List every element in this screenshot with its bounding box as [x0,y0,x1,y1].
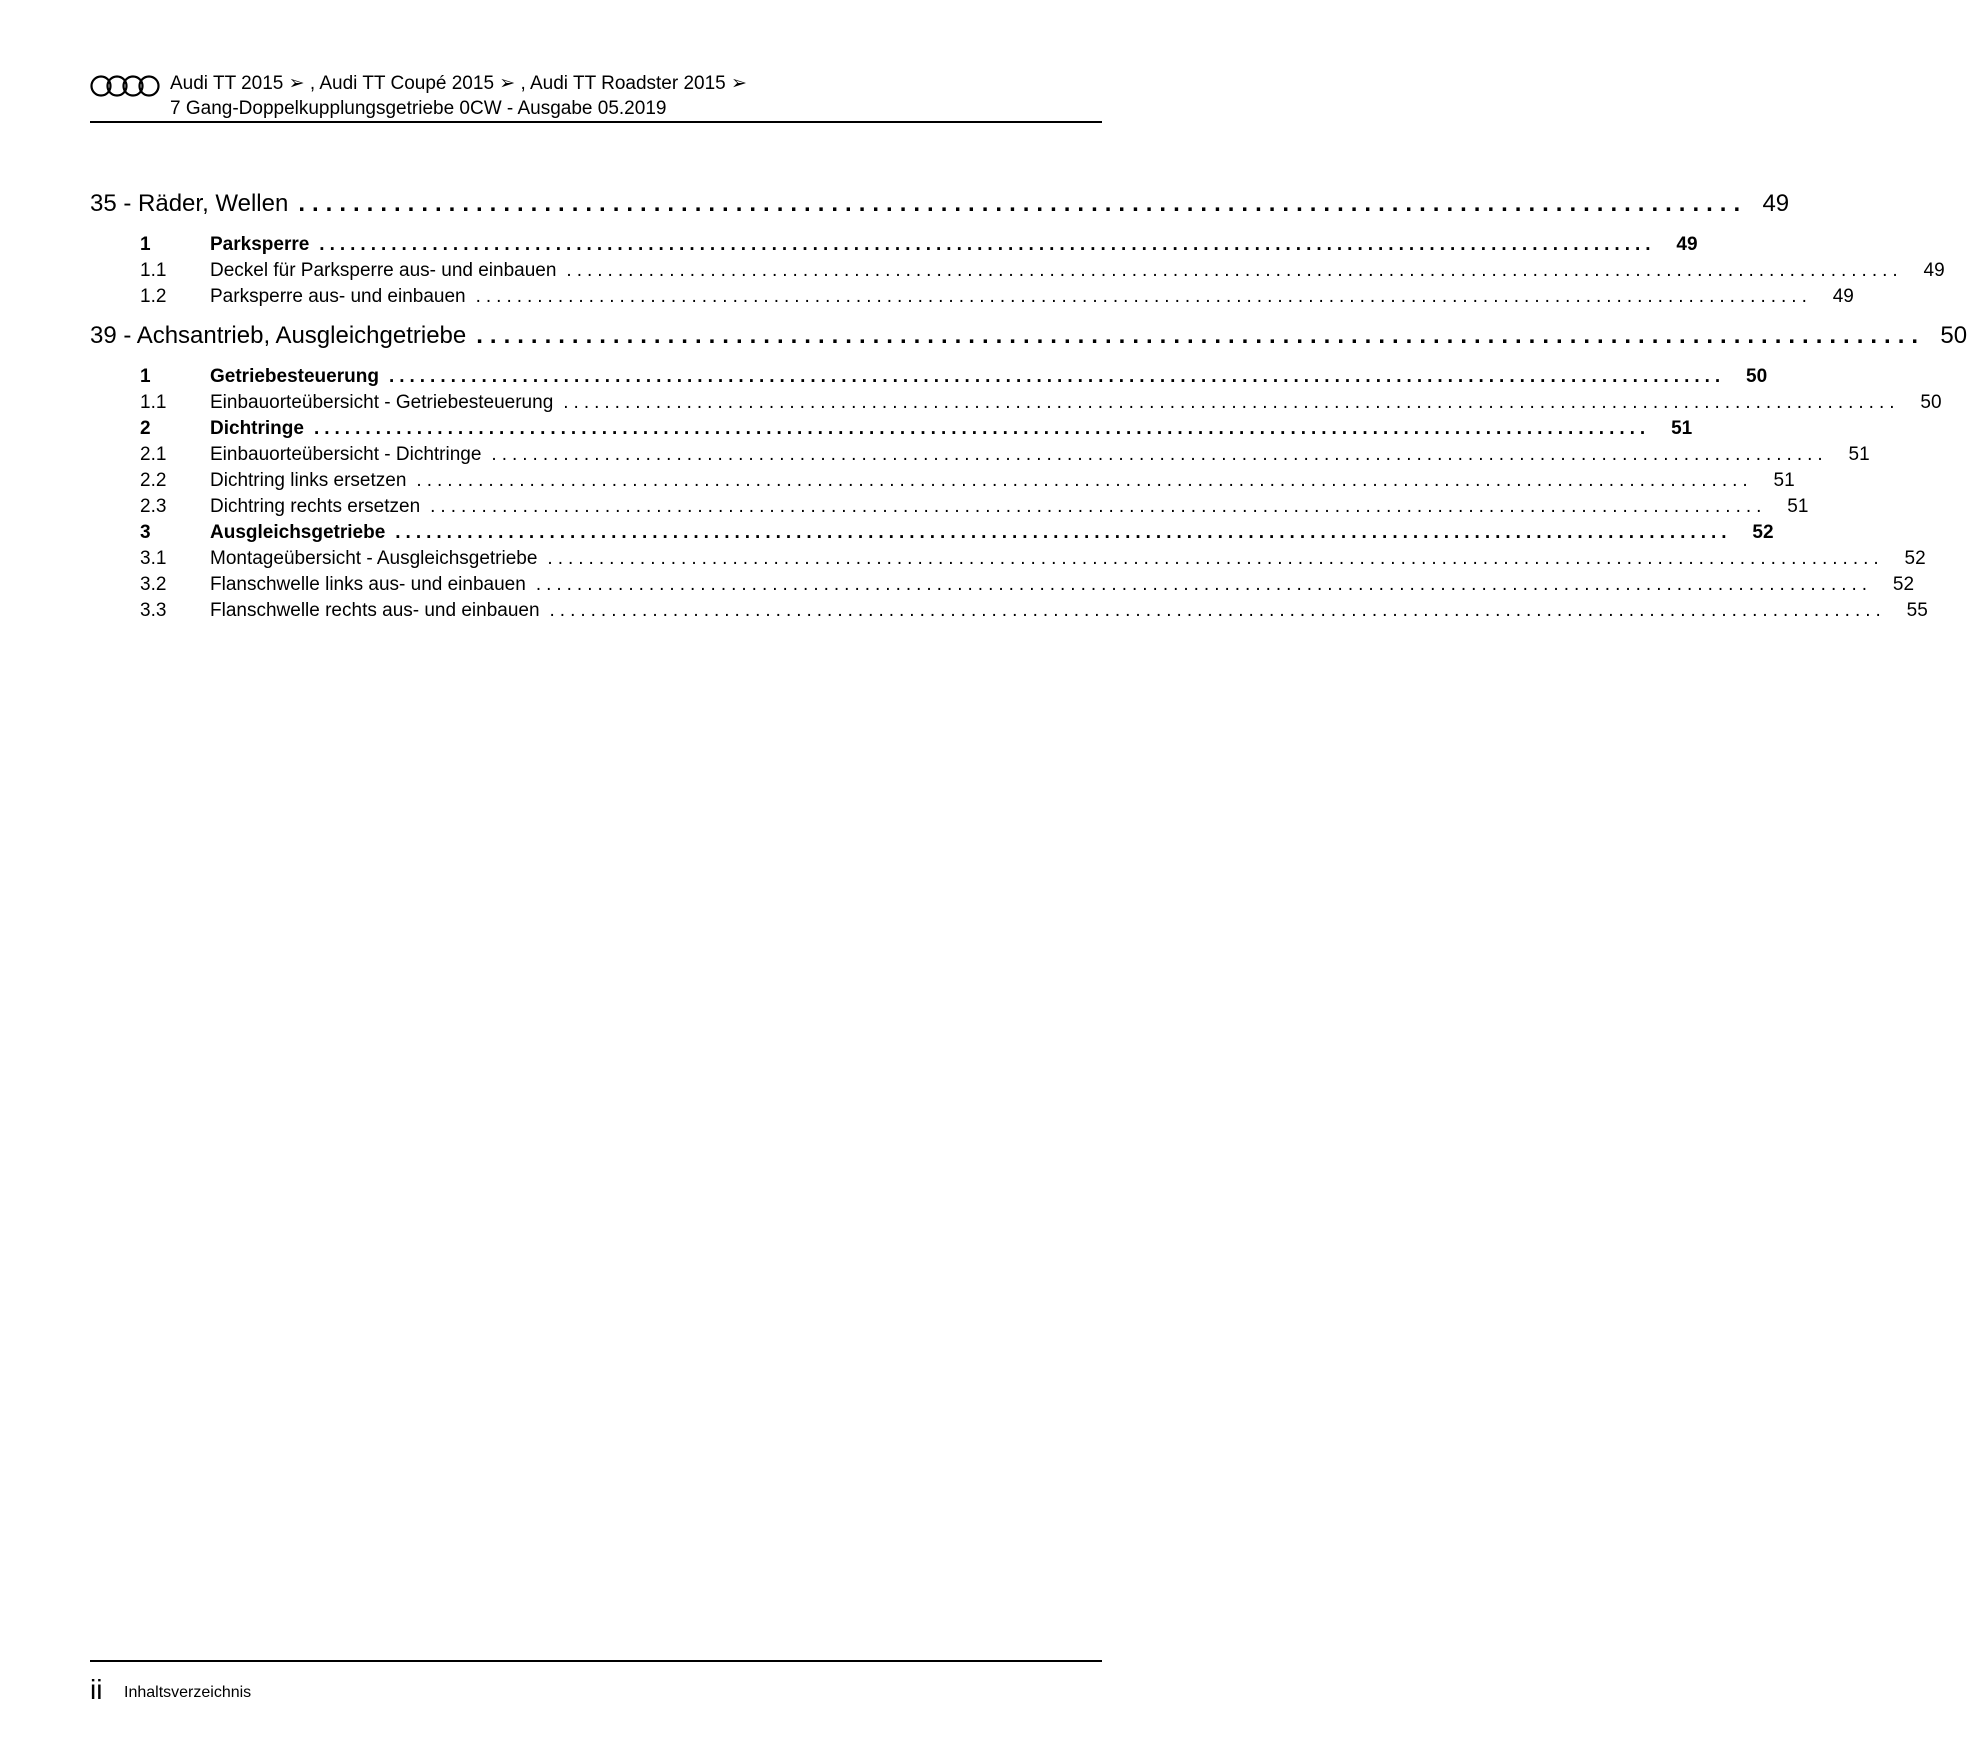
entry-title: Dichtring links ersetzen [210,470,407,491]
entry-page: 52 [1752,522,1774,543]
entry-title: Einbauorteübersicht - Dichtringe [210,444,482,465]
leader-dots: .................................................................................................................................. [535,574,1873,595]
entry-number: 3.3 [140,600,167,621]
entry-page: 51 [1773,470,1795,491]
entry-number: 2.1 [140,444,167,465]
entry-page: 55 [1906,600,1928,621]
toc-entry[interactable] [90,522,1774,548]
entry-title: Ausgleichsgetriebe [210,522,386,543]
leader-dots: .................................................................................................................................. [475,286,1812,307]
entry-title: Parksperre [210,234,310,255]
entry-title: Dichtringe [210,418,304,439]
entry-page: 49 [1676,234,1698,255]
toc-entry[interactable] [90,548,1926,574]
header-manual-title: 7 Gang-Doppelkupplungsgetriebe 0CW - Ausgabe 05.2019 [170,98,667,119]
toc-entry[interactable] [90,418,1693,444]
toc-entry[interactable] [90,286,1854,312]
header-models: Audi TT 2015 ➢ , Audi TT Coupé 2015 ➢ , Audi TT Roadster 2015 ➢ [170,73,747,94]
leader-dots: .................................................................................................................................. [566,260,1903,281]
entry-number: 1.1 [140,392,167,413]
toc-entry[interactable] [90,366,1768,392]
leader-dots: .................................................................................................................................. [395,522,1732,543]
leader-dots: .................................................................................................................................. [549,600,1886,621]
toc-chapter-39[interactable] [90,322,1967,356]
toc-entry[interactable] [90,574,1915,600]
leader-dots: .................................................................................................................................. [313,418,1651,439]
chapter-page: 49 [1762,190,1790,217]
footer-section-title: Inhaltsverzeichnis [124,1684,252,1701]
footer-rule [90,1660,1102,1662]
entry-number: 1.2 [140,286,167,307]
entry-page: 49 [1832,286,1854,307]
toc-entry[interactable] [90,496,1809,522]
chapter-title: 39 - Achsantrieb, Ausgleichgetriebe [90,322,467,349]
toc-entry[interactable] [90,444,1870,470]
audi-rings-icon [90,74,160,98]
toc-entry[interactable] [90,234,1698,260]
toc-entry[interactable] [90,600,1928,626]
table-of-contents [90,190,1967,626]
leader-dots: .................................................................................................................................. [319,234,1656,255]
entry-page: 50 [1746,366,1768,387]
entry-page: 52 [1904,548,1926,569]
toc-entry[interactable] [90,470,1795,496]
entry-title: Einbauorteübersicht - Getriebesteuerung [210,392,554,413]
leader-dots: .................................................................................................................................. [430,496,1767,517]
leader-dots: .................................................................................................................................. [491,444,1828,465]
leader-dots: .................................................................................................................................. [547,548,1884,569]
entry-title: Montageübersicht - Ausgleichsgetriebe [210,548,538,569]
entry-title: Dichtring rechts ersetzen [210,496,421,517]
toc-entry[interactable] [90,392,1942,418]
leader-dots: .................................................................................................................................. [563,392,1900,413]
entry-title: Parksperre aus- und einbauen [210,286,466,307]
entry-page: 51 [1787,496,1809,517]
entry-title: Flanschwelle links aus- und einbauen [210,574,526,595]
entry-number: 3.2 [140,574,167,595]
toc-chapter-35[interactable] [90,190,1790,224]
entry-number: 3 [140,522,151,543]
leader-dots: .......................................................................................................... [476,322,1926,349]
entry-number: 2.2 [140,470,167,491]
entry-page: 50 [1920,392,1942,413]
toc-entry[interactable] [90,260,1945,286]
entry-number: 3.1 [140,548,167,569]
entry-number: 1 [140,234,151,255]
footer-page-number: ii [90,1674,103,1705]
header-rule [90,121,1102,123]
entry-number: 2 [140,418,151,439]
entry-page: 51 [1848,444,1870,465]
chapter-page: 50 [1940,322,1967,349]
leader-dots: .................................................................................................................................. [416,470,1753,491]
entry-number: 1.1 [140,260,167,281]
entry-title: Deckel für Parksperre aus- und einbauen [210,260,557,281]
leader-dots: .......................................................................................................... [298,190,1748,217]
leader-dots: .................................................................................................................................. [388,366,1726,387]
entry-title: Flanschwelle rechts aus- und einbauen [210,600,540,621]
entry-number: 1 [140,366,151,387]
chapter-title: 35 - Räder, Wellen [90,190,289,217]
entry-number: 2.3 [140,496,167,517]
entry-page: 52 [1892,574,1915,595]
entry-page: 51 [1671,418,1693,439]
entry-title: Getriebesteuerung [210,366,379,387]
entry-page: 49 [1923,260,1945,281]
